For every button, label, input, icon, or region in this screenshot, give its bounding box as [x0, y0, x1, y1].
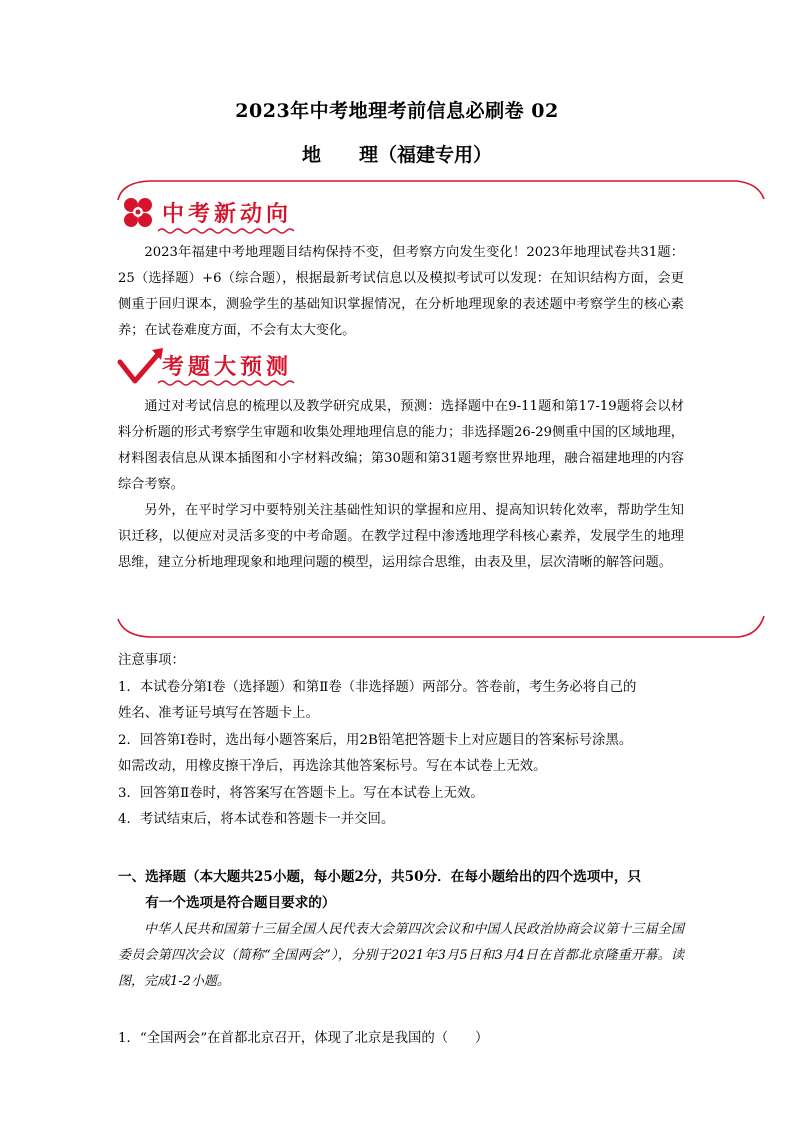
instruction-2a: 2．回答第Ⅰ卷时，选出每小题答案后，用2B铅笔把答题卡上对应题目的答案标号涂黑。 [118, 732, 633, 748]
instruction-2b: 如需改动，用橡皮擦干净后，再选涂其他答案标号。写在本试卷上无效。 [118, 759, 547, 774]
edition-label: （福建专用） [378, 144, 493, 166]
part-one-heading-line1: 一、选择题（本大题共25小题，每小题2分，共50分．在每小题给出的四个选项中，只 [118, 869, 642, 885]
check-arrow-icon [120, 348, 163, 381]
section-new-trends-body: 2023年福建中考地理题目结构保持不变，但考察方向发生变化！2023年地理试卷共31题：25（选择题）+6（综合题），根据最新考试信息以及模拟考试可以发现：在知识结构方面，会更侧重于回归课本，测验学生的基础知识掌握情况，在分析地理现象的表述题中考察学生的核心素养；在试卷难度方面，不会有太大变化。 [118, 245, 684, 338]
section-label-new-trends: 中考新动向 [162, 202, 293, 227]
exam-instructions [118, 648, 698, 834]
instruction-1a: 1．本试卷分第Ⅰ卷（选择题）和第Ⅱ卷（非选择题）两部分。答卷前，考生务必将自己的 [118, 679, 637, 695]
wave-underline-1 [158, 229, 294, 233]
section-predictions-body-2: 另外，在平时学习中要特别关注基础性知识的掌握和应用、提高知识转化效率，帮助学生知识迁移，以便应对灵活多变的中考命题。在教学过程中渗透地理学科核心素养，发展学生的地理思维，建立分析地理现象和地理问题的模型，运用综合思维，由表及里，层次清晰的解答问题。 [118, 503, 684, 570]
question-1: 1．“全国两会”在首都北京召开，体现了北京是我国的（ ） [118, 1031, 489, 1046]
instruction-3: 3．回答第Ⅱ卷时，将答案写在答题卡上。写在本试卷上无效。 [118, 785, 484, 801]
part-one-heading [118, 864, 684, 916]
document-title: 2023年中考地理考前信息必刷卷 02 [235, 100, 559, 122]
section-label-predictions: 考题大预测 [162, 355, 293, 380]
instruction-4: 4．考试结束后，将本试卷和答题卡一并交回。 [118, 812, 395, 827]
section-predictions-body-1: 通过对考试信息的梳理以及教学研究成果，预测：选择题中在9-11题和第17-19题将会以材料分析题的形式考察学生审题和收集处理地理信息的能力；非选择题26-29侧重中国的区域地理，材料图表信息从课本插图和小字材料改编；第30题和第31题考察世界地理，融合福建地理的内容综合考察。 [118, 399, 684, 492]
part-one-heading-line2: 有一个选项是符合题目要求的） [145, 895, 336, 911]
question-material: 中华人民共和国第十三届全国人民代表大会第四次会议和中国人民政治协商会议第十三届全国委员会第四次会议（简称“全国两会”），分别于2021年3月5日和3月4日在首都北京隆重开幕。读图，完成1-2小题。 [118, 922, 684, 989]
instruction-1b: 姓名、准考证号填写在答题卡上。 [118, 706, 319, 721]
clover-icon [124, 198, 152, 227]
wave-underline-2 [158, 381, 294, 385]
instructions-heading: 注意事项： [118, 653, 185, 668]
subject-name: 地 理 [301, 144, 378, 166]
